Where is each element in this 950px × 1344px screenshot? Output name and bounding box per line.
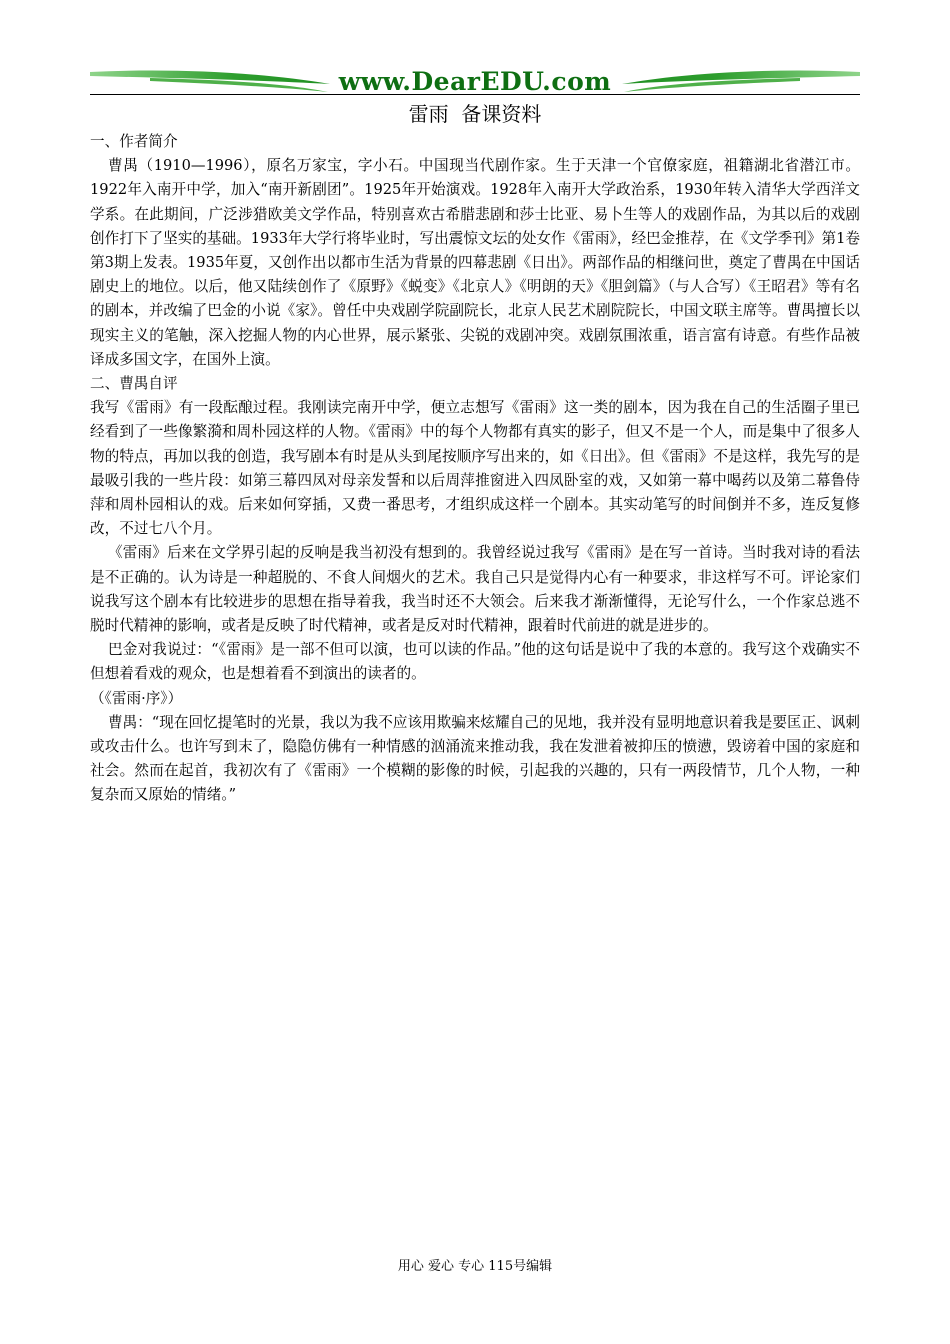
author-intro-paragraph: 曹禺（1910—1996），原名万家宝，字小石。中国现当代剧作家。生于天津一个官僚家庭，祖籍湖北省潜江市。1922年入南开中学，加入“南开新剧团”。1925年开始演戏。1928年入南开大学政治系，1930年转入清华大学西洋文学系。在此期间，广泛涉猎欧美文学作品，特别喜欢古希腊悲剧和莎士比亚、易卜生等人的戏剧作品，为其以后的戏剧创作打下了坚实的基础。1933年大学行将毕业时，写出震惊文坛的处女作《雷雨》，经巴金推荐，在《文学季刊》第1卷第3期上发表。1935年夏，又创作出以都市生活为背景的四幕悲剧《日出》。两部作品的相继问世，奠定了曹禺在中国话剧史上的地位。以后，他又陆续创作了《原野》《蜕变》《北京人》《明朗的天》《胆剑篇》（与人合写）《王昭君》等有名的剧本，并改编了巴金的小说《家》。曾任中央戏剧学院副院长，北京人民艺术剧院院长，中国文联主席等。曹禺擅长以现实主义的笔触，深入挖掘人物的内心世界，展示紧张、尖锐的戏剧冲突。戏剧氛围浓重，语言富有诗意。有些作品被译成多国文字，在国外上演。 [90,157,860,368]
quote-paragraph: 曹禺：“现在回忆提笔时的光景，我以为我不应该用欺骗来炫耀自己的见地，我并没有显明地意识着我是要匡正、讽刺或攻击什么。也许写到末了，隐隐仿佛有一种情感的汹涌流来推动我，我在发泄着被抑压的愤懑，毁谤着中国的家庭和社会。然而在起首，我初次有了《雷雨》一个模糊的影像的时候，引起我的兴趣的，只有一两段情节，几个人物，一种复杂而又原始的情绪。” [90,713,860,804]
section-heading-author-intro: 一、作者简介 [90,133,178,150]
self-review-paragraph-3: 巴金对我说过：“《雷雨》是一部不但可以演，也可以读的作品。”他的这句话是说中了我的本意的。我写这个戏确实不但想着看戏的观众，也是想着看不到演出的读者的。 [90,641,860,683]
document-body [90,130,860,808]
site-banner [90,62,860,98]
document-title: 雷雨 备课资料 [408,102,542,126]
site-logo-text: www.DearEDU.com [338,67,612,96]
self-review-paragraph-2: 《雷雨》后来在文学界引起的反响是我当初没有想到的。我曾经说过我写《雷雨》是在写一首诗。当时我对诗的看法是不正确的。认为诗是一种超脱的、不食人间烟火的艺术。我自己只是觉得内心有一种要求，非这样写不可。评论家们说我写这个剧本有比较进步的思想在指导着我，我当时还不大领会。后来我才渐渐懂得，无论写什么，一个作家总逃不脱时代精神的影响，或者是反映了时代精神，或者是反对时代精神，跟着时代前进的就是进步的。 [90,544,860,635]
page-footer: 用心 爱心 专心 115号编辑 [397,1259,553,1274]
header-divider [90,94,860,95]
section-heading-self-review: 二、曹禺自评 [90,375,178,393]
citation-source: （《雷雨·序》） [90,689,183,707]
self-review-paragraph-1: 我写《雷雨》有一段酝酿过程。我刚读完南开中学，便立志想写《雷雨》这一类的剧本，因为我在自己的生活圈子里已经看到了一些像繁漪和周朴园这样的人物。《雷雨》中的每个人物都有真实的影子，但又不是一个人，而是集中了很多人物的特点，再加以我的创造，我写剧本有时是从头到尾按顺序写出来的，如《日出》。但《雷雨》不是这样，我先写的是最吸引我的一些片段：如第三幕四凤对母亲发誓和以后周萍推窗进入四凤卧室的戏，又如第一幕中喝药以及第二幕鲁侍萍和周朴园相认的戏。后来如何穿插，又费一番思考，才组织成这样一个剧本。其实动笔写的时间倒并不多，连反复修改，不过七八个月。 [90,399,860,538]
